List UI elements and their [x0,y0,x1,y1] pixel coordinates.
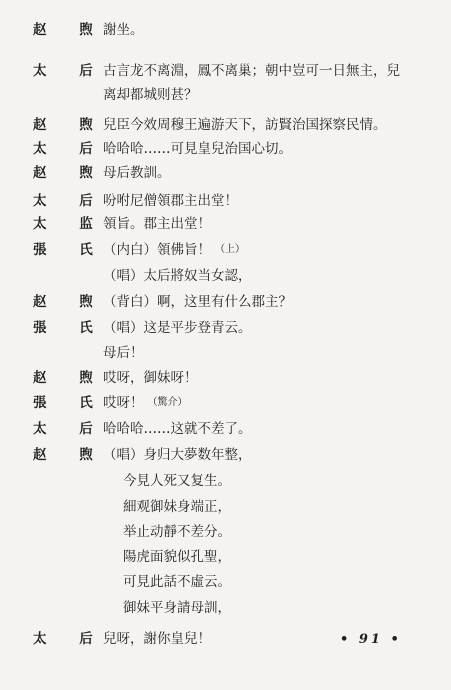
script-line [0,443,451,467]
dialogue-text: 可見此話不虛云。 [123,574,231,590]
dialogue-text: 領旨。郡主出堂！ [103,216,211,232]
dialogue-text: 陽虎面貌似孔聖， [123,549,231,565]
script-line [0,238,451,262]
dialogue-text: 今見人死又复生。 [123,473,231,489]
speaker-name: 太 后 [33,421,107,437]
page-number: • 91 • [340,632,402,647]
dialogue-text: 离却都城则甚？ [103,87,198,103]
dialogue-text: 哈哈哈……可見皇兒治国心切。 [103,141,292,157]
speaker-name: 赵 煦 [33,294,107,310]
stage-note: （上） [215,244,245,255]
script-line [0,59,451,83]
speaker-name: 赵 煦 [33,447,107,463]
speaker-name: 太 后 [33,63,107,79]
script-line [0,520,451,544]
speaker-name: 張 氏 [33,320,107,336]
speaker-name: 赵 煦 [33,165,107,181]
script-line [0,264,451,288]
dialogue-text: 母后！ [103,345,144,361]
dialogue-text: 哎呀！ [103,395,144,411]
script-line [0,366,451,390]
script-line [0,341,451,365]
dialogue-text: 古言龙不离淵，鳳不离巢；朝中豈可一日無主，兒 [103,63,400,79]
stage-note: （驚介） [147,397,188,408]
speaker-name: 張 氏 [33,395,107,411]
speaker-name: 太 监 [33,216,107,232]
dialogue-text: 举止动靜不差分。 [123,524,231,540]
script-line [0,137,451,161]
speaker-name: 赵 煦 [33,22,107,38]
dialogue-text: （内白）領佛旨！ [103,242,211,258]
script-line [0,596,451,620]
dialogue-text: 吩咐尼僧領郡主出堂！ [103,193,238,209]
script-line [0,417,451,441]
script-line [0,545,451,569]
dialogue-text: 哈哈哈……这就不差了。 [103,421,252,437]
dialogue-text: 御妹平身請母訓， [123,600,231,616]
dialogue-text: 兒呀，謝你皇兒！ [103,631,211,647]
script-line [0,189,451,213]
speaker-name: 赵 煦 [33,370,107,386]
dialogue-text: 細观御妹身端正， [123,499,231,515]
speaker-name: 赵 煦 [33,117,107,133]
script-line [0,570,451,594]
dialogue-text: （唱）太后將奴当女認， [103,268,252,284]
script-line [0,290,451,314]
dialogue-text: （唱）身归大夢数年整， [103,447,252,463]
speaker-name: 太 后 [33,193,107,209]
script-line [0,316,451,340]
dialogue-text: （唱）这是平步登青云。 [103,320,252,336]
script-line [0,18,451,42]
script-line [0,495,451,519]
script-line [0,161,451,185]
script-line [0,212,451,236]
dialogue-text: （背白）啊，这里有什么郡主？ [103,294,292,310]
speaker-name: 張 氏 [33,242,107,258]
speaker-name: 太 后 [33,141,107,157]
dialogue-text: 兒臣今效周穆王遍游天下，訪賢治国探察民情。 [103,117,387,133]
dialogue-text: 謝坐。 [103,22,144,38]
dialogue-text: 哎呀，御妹呀！ [103,370,198,386]
script-line [0,113,451,137]
dialogue-text: 母后教訓。 [103,165,171,181]
script-line [0,83,451,107]
script-line [0,469,451,493]
speaker-name: 太 后 [33,631,107,647]
script-line [0,391,451,415]
